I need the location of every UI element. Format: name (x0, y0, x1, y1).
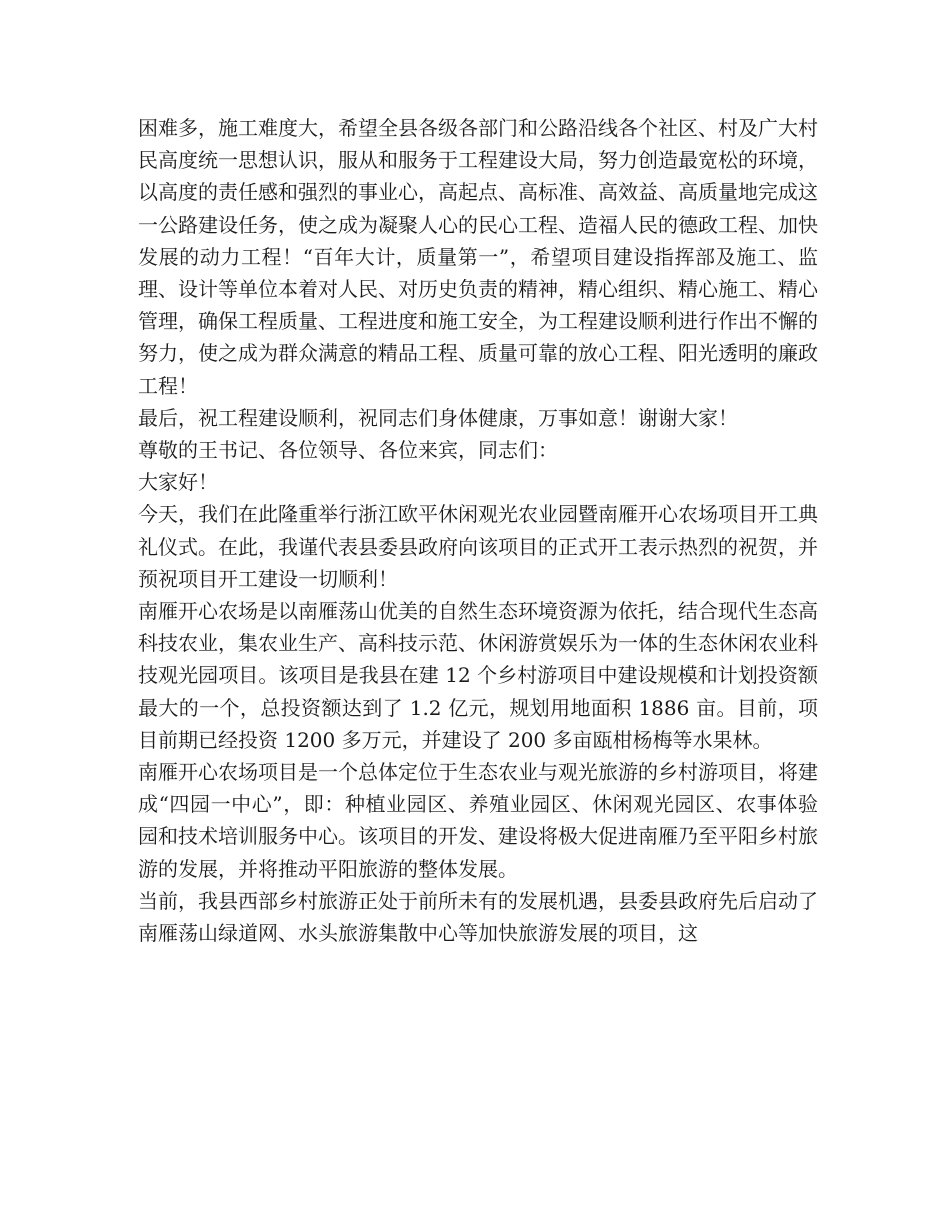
paragraph-project-positioning: 南雁开心农场项目是一个总体定位于生态农业与观光旅游的乡村游项目，将建成“四园一中心”，即：种植业园区、养殖业园区、休闲观光园区、农事体验园和技术培训服务中心。该项目的开发、建设将极大促进南雁乃至平阳乡村旅游的发展，并将推动平阳旅游的整体发展。 (138, 760, 818, 881)
paragraph-greeting: 大家好！ (138, 470, 218, 495)
paragraph-closing-wishes: 最后，祝工程建设顺利，祝同志们身体健康，万事如意！谢谢大家！ (138, 405, 738, 430)
paragraph-tourism-opportunity: 当前，我县西部乡村旅游正处于前所未有的发展机遇，县委县政府先后启动了南雁荡山绿道网、水头旅游集散中心等加快旅游发展的项目，这 (138, 888, 818, 946)
paragraph-salutation: 尊敬的王书记、各位领导、各位来宾，同志们： (138, 438, 558, 463)
paragraph-farm-overview: 南雁开心农场是以南雁荡山优美的自然生态环境资源为依托，结合现代生态高科技农业，集农业生产、高科技示范、休闲游赏娱乐为一体的生态休闲农业科技观光园项目。该项目是我县在建 12 个乡村游项目中建设规模和计划投资额最大的一个，总投资额达到了 1.2 亿元，规划用地面积 1886 亩。目前，项目前期已经投资 1200 多万元，并建设了 200 多亩瓯柑杨梅等水果林。 (138, 599, 818, 752)
document-body (138, 112, 818, 949)
paragraph-ceremony-intro: 今天，我们在此隆重举行浙江欧平休闲观光农业园暨南雁开心农场项目开工典礼仪式。在此，我谨代表县委县政府向该项目的正式开工表示热烈的祝贺，并预祝项目开工建设一切顺利！ (138, 502, 818, 591)
paragraph-construction-appeal: 困难多，施工难度大，希望全县各级各部门和公路沿线各个社区、村及广大村民高度统一思想认识，服从和服务于工程建设大局，努力创造最宽松的环境，以高度的责任感和强烈的事业心，高起点、高标准、高效益、高质量地完成这一公路建设任务，使之成为凝聚人心的民心工程、造福人民的德政工程、加快发展的动力工程！“百年大计，质量第一”，希望项目建设指挥部及施工、监理、设计等单位本着对人民、对历史负责的精神，精心组织、精心施工、精心管理，确保工程质量、工程进度和施工安全，为工程建设顺利进行作出不懈的努力，使之成为群众满意的精品工程、质量可靠的放心工程、阳光透明的廉政工程！ (138, 116, 818, 398)
